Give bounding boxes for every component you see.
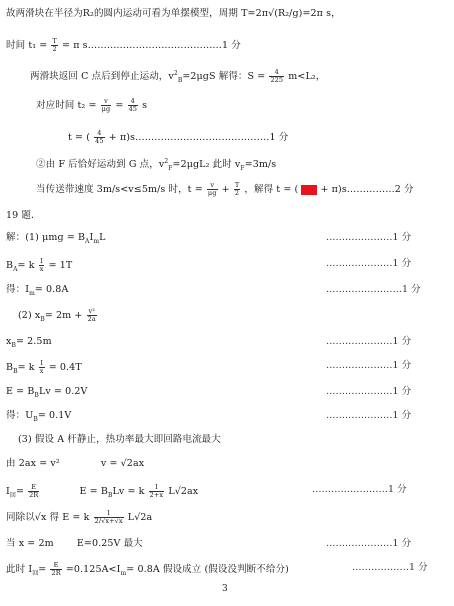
line-total-time: t = ( $\frac{4}{45}$ + π)s……………………………………1 分 [68, 129, 289, 145]
score-mark: ………………1 分 [352, 562, 428, 573]
score-mark: …………………1 分 [326, 232, 412, 243]
score-mark: ……………………1 分 [326, 284, 421, 295]
line-ub: 得：$U_B= 0.1V$ [6, 410, 72, 423]
fraction-t2a: $\frac{v}{\mu g}$ [101, 97, 111, 113]
fraction-xb: $\frac{\text{v²}}{2a}$ [87, 307, 96, 323]
line-19-3: (3) 假设 A 杆静止，热功率最大即回路电流最大 [18, 434, 221, 445]
score-mark: …………………1 分 [326, 258, 412, 269]
line-time-t1: 时间 t₁ = $\frac{T}{2}$ = π s……………………………………1 分 [6, 37, 241, 53]
score-mark: ……………………1 分 [312, 484, 407, 495]
line-emf: $E = B_BLv = 0.2V$ [6, 386, 88, 399]
line-kinematics: 由 2ax = v² v = √2ax [6, 458, 145, 469]
line-max: 当 x = 2m E=0.25V 最大 [6, 538, 143, 549]
fraction-t5: $\frac{4}{45}$ [95, 129, 104, 145]
fraction-t2b: $\frac{4}{45}$ [128, 97, 138, 113]
score-mark: …………………1 分 [326, 360, 412, 371]
redacted-highlight: ▮▮ [301, 185, 317, 195]
fraction-bb: $\frac{I}{x}$ [39, 359, 44, 375]
line-period: 故两滑块在半径为R₂的圆内运动可看为单摆模型，周期 T=2π√(R₂/g)=2π s， [6, 8, 341, 19]
line-case-2: ②由 F 后恰好运动到 G 点，$v^2_F=2\mu gL_2$ 此时 $v_F=3m/s$ [36, 158, 277, 173]
score-mark: …………………1 分 [326, 336, 412, 347]
fraction-t7a: $\frac{v}{\mu g}$ [207, 181, 217, 197]
fraction-k: $\frac{I}{2+x}$ [149, 483, 164, 499]
score-mark: …………………1 分 [326, 410, 412, 421]
fraction-ba: $\frac{I}{x}$ [39, 257, 44, 273]
fraction-i: $\frac{E}{2R}$ [29, 483, 39, 499]
line-return-c: 两滑块返回 C 点后到停止运动，$v^2_B=2\mu gS$ 解得：S = $\frac{4}{225}$ m<L₂， [30, 68, 326, 85]
question-19-heading: 19 题． [6, 210, 41, 221]
line-19-2: (2) $x_B= 2m$ + $\frac{\text{v²}}{2a}$ [18, 307, 96, 323]
line-im: 得：$I_m= 0.8A$ [6, 284, 69, 297]
line-check: 此时 $I_回=$ $\frac{E}{2R}$ $=0.125A<I_m= 0.8A$ 假设成立 (假设没判断不给分) [6, 561, 289, 577]
line-divide: 同除以√x 得 E = k $\frac{I}{2/√x+√x}$ L√2a [6, 509, 153, 525]
fraction-k2: $\frac{I}{2/√x+√x}$ [94, 509, 123, 525]
fraction-i2: $\frac{E}{2R}$ [51, 561, 61, 577]
line-xb: $x_B= 2.5m$ [6, 336, 52, 349]
fraction-t1: $\frac{T}{2}$ [52, 37, 57, 53]
score-mark: …………………1 分 [326, 386, 412, 397]
line-bb: $B_B= k$ $\frac{I}{x}$ = 0.4T [6, 359, 82, 375]
line-19-1: 解：(1) $\mu mg = B_AI_mL$ [6, 232, 106, 245]
line-belt-speed: 当传送带速度 3m/s<v≤5m/s 时，t = $\frac{v}{\mu g}$ + $\frac{T}{2}$ ，解得 t = ( ▮▮ + π)s……………2 分 [36, 181, 414, 197]
line-current-emf: $I_回=$ $\frac{E}{2R}$ $E = B_BLv = k$ $\frac{I}{2+x}$ L√2ax [6, 483, 199, 499]
fraction-t7b: $\frac{T}{2}$ [234, 181, 240, 197]
fraction-s: $\frac{4}{225}$ [270, 68, 284, 85]
line-ba: $B_A= k$ $\frac{I}{x}$ = 1T [6, 257, 73, 273]
line-time-t2: 对应时间 t₂ = $\frac{v}{\mu g}$ = $\frac{4}{45}$ s [36, 97, 148, 113]
page-number: 3 [222, 584, 228, 594]
score-mark: …………………1 分 [326, 538, 412, 549]
